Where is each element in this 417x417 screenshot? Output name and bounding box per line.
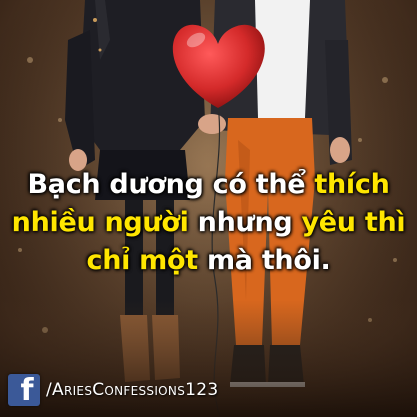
quote-text-highlight: thích	[314, 169, 390, 200]
quote-line-3	[0, 242, 417, 280]
quote-text-highlight: yêu thì	[301, 207, 406, 238]
quote-text-white: Bạch dương có thể	[27, 169, 315, 200]
quote-text-white: nhưng	[188, 207, 302, 238]
quote-line-1	[0, 166, 417, 204]
quote-text-highlight: nhiều người	[11, 207, 189, 238]
facebook-icon: f	[8, 374, 40, 406]
facebook-page-handle: /AriesConfessions123	[46, 380, 219, 400]
facebook-credit	[8, 372, 218, 408]
quote-text-highlight: chỉ một	[86, 245, 198, 276]
quote-line-2	[0, 204, 417, 242]
holding-hands	[198, 114, 226, 134]
quote-text-white: mà thôi.	[197, 245, 331, 276]
